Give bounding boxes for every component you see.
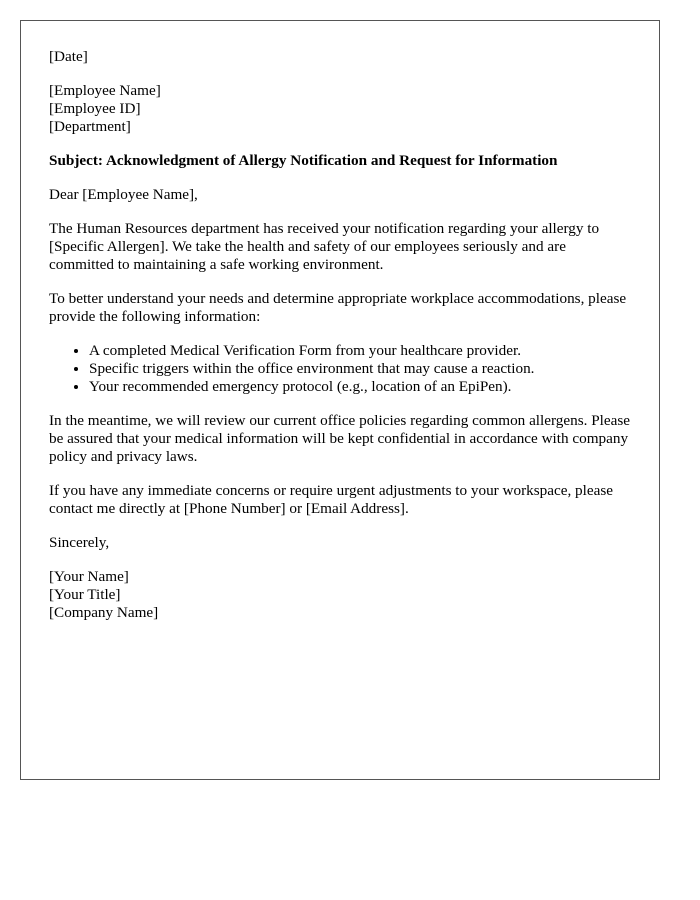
recipient-id: [Employee ID]	[49, 100, 141, 117]
recipient-department: [Department]	[49, 118, 131, 135]
signature-block	[49, 568, 631, 622]
salutation: Dear [Employee Name],	[49, 186, 198, 203]
letter-date: [Date]	[49, 48, 88, 65]
body-paragraph-1: The Human Resources department has received your notification regarding your allergy to [Specific Allergen]. We take the health and safety of our employees seriously and are committed to maintaining a safe working environment.	[49, 220, 600, 273]
signature-company: [Company Name]	[49, 604, 159, 621]
signature-name: [Your Name]	[49, 568, 129, 585]
list-item: • Specific triggers within the office environment that may cause a reaction.	[89, 360, 631, 378]
list-item: • Your recommended emergency protocol (e.g., location of an EpiPen).	[89, 378, 631, 396]
list-item: • A completed Medical Verification Form from your healthcare provider.	[89, 342, 631, 360]
body-paragraph-3: In the meantime, we will review our current office policies regarding common allergens. Please be assured that your medical information will be kept confidential in accordance with company policy and privacy laws.	[49, 412, 631, 465]
letter-page	[20, 20, 660, 780]
signature-title: [Your Title]	[49, 586, 121, 603]
requested-info-list	[49, 342, 631, 396]
recipient-block	[49, 82, 631, 136]
closing: Sincerely,	[49, 534, 110, 551]
recipient-name: [Employee Name]	[49, 82, 161, 99]
letter-subject: Subject: Acknowledgment of Allergy Notification and Request for Information	[49, 152, 558, 169]
body-paragraph-2: To better understand your needs and determine appropriate workplace accommodations, please provide the following information:	[49, 290, 627, 325]
body-paragraph-4: If you have any immediate concerns or require urgent adjustments to your workspace, please contact me directly at [Phone Number] or [Email Address].	[49, 482, 613, 517]
